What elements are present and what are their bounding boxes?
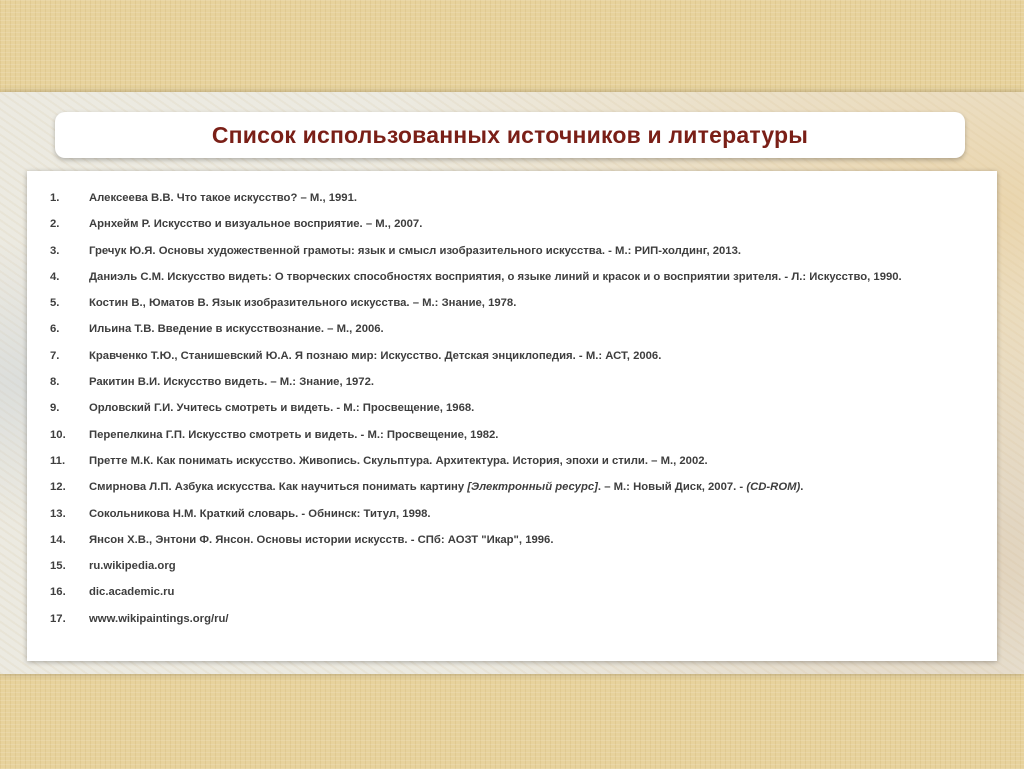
references-list — [27, 171, 997, 632]
reference-number: 8. — [50, 376, 60, 389]
reference-number: 5. — [50, 297, 60, 310]
reference-text: Костин В., Юматов В. Язык изобразительного искусства. – М.: Знание, 1978. — [89, 297, 517, 310]
reference-number: 11. — [50, 454, 66, 467]
reference-item — [27, 369, 997, 395]
reference-item — [27, 316, 997, 342]
reference-item — [27, 211, 997, 237]
reference-number: 3. — [50, 244, 60, 257]
reference-item — [27, 343, 997, 369]
reference-number: 1. — [50, 192, 60, 204]
reference-number: 2. — [50, 218, 60, 231]
reference-text: Алексеева В.В. Что такое искусство? – М., 1991. — [89, 192, 358, 204]
reference-text: Перепелкина Г.П. Искусство смотреть и видеть. - М.: Просвещение, 1982. — [89, 428, 499, 441]
references-panel — [27, 171, 997, 661]
reference-text-italic: (CD-ROM) — [746, 481, 801, 494]
reference-item — [27, 474, 997, 500]
reference-item — [27, 264, 997, 290]
reference-item — [27, 290, 997, 316]
reference-number: 10. — [50, 428, 66, 441]
reference-text: Сокольникова Н.М. Краткий словарь. - Обнинск: Титул, 1998. — [89, 507, 431, 520]
reference-number: 17. — [50, 612, 66, 625]
reference-item — [27, 395, 997, 421]
reference-item — [27, 606, 997, 632]
reference-item — [27, 238, 997, 264]
title-panel — [55, 112, 965, 158]
reference-text — [89, 481, 803, 493]
reference-text: Янсон Х.В., Энтони Ф. Янсон. Основы истории искусств. - СПб: АОЗТ "Икар", 1996. — [89, 533, 554, 546]
reference-text: Претте М.К. Как понимать искусство. Живопись. Скульптура. Архитектура. История, эпохи и стили. – М., 2002. — [89, 454, 708, 467]
reference-text: Ракитин В.И. Искусство видеть. – М.: Знание, 1972. — [89, 376, 374, 389]
reference-text: Орловский Г.И. Учитесь смотреть и видеть. - М.: Просвещение, 1968. — [89, 402, 475, 415]
reference-number: 4. — [50, 270, 60, 283]
reference-text-italic: [Электронный ресурс] — [467, 481, 598, 494]
reference-text-part: . — [800, 481, 804, 494]
reference-text-part: . – М.: Новый Диск, 2007. - — [597, 481, 747, 494]
reference-number: 14. — [50, 533, 66, 546]
reference-link[interactable]: www.wikipaintings.org/ru/ — [89, 612, 229, 625]
reference-item — [27, 527, 997, 553]
reference-number: 7. — [50, 349, 60, 362]
reference-item — [27, 501, 997, 527]
reference-link[interactable]: ru.wikipedia.org — [89, 560, 176, 573]
reference-text: Кравченко Т.Ю., Станишевский Ю.А. Я познаю мир: Искусство. Детская энциклопедия. - М.: АСТ, 2006. — [89, 349, 662, 362]
reference-number: 9. — [50, 402, 60, 415]
reference-text: Даниэль С.М. Искусство видеть: О творческих способностях восприятия, о языке линий и красок и о восприятии зрителя. - Л.: Искусство, 1990. — [89, 270, 902, 283]
reference-text-part: Смирнова Л.П. Азбука искусства. Как научиться понимать картину — [89, 481, 468, 494]
reference-number: 16. — [50, 586, 66, 599]
reference-item — [27, 422, 997, 448]
reference-text: Ильина Т.В. Введение в искусствознание. – М., 2006. — [89, 323, 384, 336]
reference-text: Гречук Ю.Я. Основы художественной грамоты: язык и смысл изобразительного искусства. - М.: РИП-холдинг, 2013. — [89, 244, 742, 257]
reference-text: Арнхейм Р. Искусство и визуальное восприятие. – М., 2007. — [89, 218, 423, 231]
reference-link[interactable]: dic.academic.ru — [89, 586, 175, 599]
reference-item — [27, 448, 997, 474]
reference-number: 6. — [50, 323, 60, 336]
page-title: Список использованных источников и литературы — [211, 121, 809, 148]
reference-item — [27, 579, 997, 605]
reference-number: 13. — [50, 507, 66, 520]
reference-item — [27, 553, 997, 579]
reference-number: 12. — [50, 481, 66, 494]
reference-item — [27, 185, 997, 211]
reference-number: 15. — [50, 560, 66, 573]
